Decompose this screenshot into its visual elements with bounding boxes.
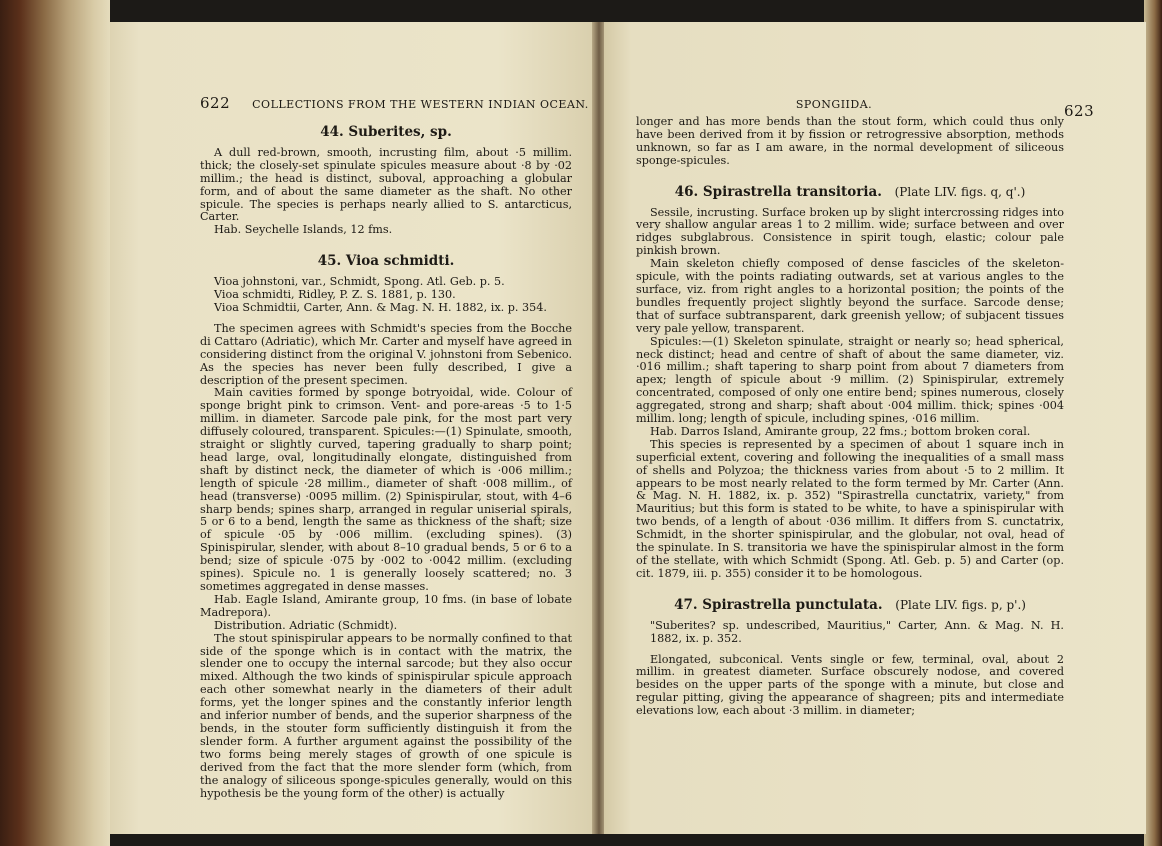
section-45-paragraph-1: The specimen agrees with Schmidt's species from the Bocche di Cattaro (Adriatic), which Mr. Carter and myself have agreed in considering distinct from the original V. johnstoni from Sebenico. As the species has never been fully described, I give a description of the present specimen.: [200, 321, 572, 387]
section-46-heading: [636, 183, 1064, 200]
book-right-edge: [1144, 0, 1162, 846]
section-45-synonym-3: Vioa Schmidtii, Carter, Ann. & Mag. N. H. 1882, ix. p. 354.: [214, 300, 547, 314]
right-text-column: [636, 116, 1064, 718]
section-46-habitat: Hab. Darros Island, Amirante group, 22 fms.; bottom broken coral.: [650, 424, 1031, 438]
section-46-plate-ref: (Plate LIV. figs. q, q'.): [894, 184, 1026, 199]
left-page-number: 622: [200, 94, 231, 112]
left-page: [110, 22, 595, 834]
section-46-paragraph-4: This species is represented by a specimen of about 1 square inch in superficial extent, covering and following the inequalities of a small mass of shells and Polyzoa; the thickness varies from about ·5 to 2 millim. It appears to be most nearly related to the form termed by Mr. Carter (Ann. & Mag. N. H. 1882, ix. p. 352) "Spirastrella cunctatrix, variety," from Mauritius; but this form is stated to be white, to have a spinispirular with two bends, of a length of about ·036 millim. It differs from S. cunctatrix, Schmidt, in the shorter spinispirular, and the globular, not oval, head of the spinulate. In S. transitoria we have the spinispirular almost in the form of the stellate, with which Schmidt (Spong. Atl. Geb. p. 5) and Carter (op. cit. 1879, iii. p. 355) consider it to be homologous.: [636, 437, 1064, 580]
section-47-title: 47. Spirastrella punctulata.: [674, 596, 883, 613]
section-44-title: 44. Suberites, sp.: [320, 124, 452, 140]
section-47-plate-ref: (Plate LIV. figs. p, p'.): [895, 597, 1026, 612]
left-text-column: [200, 126, 572, 800]
section-45-title: 45. Vioa schmidti.: [317, 253, 455, 270]
section-45-synonym-1: Vioa johnstoni, var., Schmidt, Spong. Atl. Geb. p. 5.: [214, 275, 505, 289]
section-45-synonym-2: Vioa schmidti, Ridley, P. Z. S. 1881, p. 130.: [214, 288, 456, 302]
continued-paragraph: longer and has more bends than the stout form, which could thus only have been derived from it by fission or retrogressive absorption, methods unknown, so far as I am aware, in the normal development of siliceous sponge-spicules.: [636, 115, 1064, 167]
section-46-paragraph-2: Main skeleton chiefly composed of dense fascicles of the skeleton-spicule, with the points radiating outwards, set at various angles to the surface, viz. from right angles to a horizontal position; the points of the bundles frequently project slightly beyond the surface. Sarcode dense; that of surface subtransparent, dark greenish yellow; of subjacent tissues very pale yellow, transparent.: [636, 257, 1064, 335]
section-46-paragraph-1: Sessile, incrusting. Surface broken up by slight intercrossing ridges into very shallow angular areas 1 to 2 millim. wide; surface between and over ridges subglabrous. Consistence in spirit tough, elastic; colour pale pinkish brown.: [636, 205, 1064, 258]
section-47-heading: [636, 596, 1064, 613]
left-running-head: COLLECTIONS FROM THE WESTERN INDIAN OCEAN.: [252, 98, 589, 111]
section-47-synonym-1: "Suberites? sp. undescribed, Mauritius," Carter, Ann. & Mag. N. H. 1882, ix. p. 352.: [650, 618, 1064, 645]
right-page-number: 623: [1064, 102, 1095, 120]
section-45-distribution: Distribution. Adriatic (Schmidt).: [214, 618, 398, 632]
section-44-habitat: Hab. Seychelle Islands, 12 fms.: [214, 223, 393, 237]
section-44-description: A dull red-brown, smooth, incrusting film, about ·5 millim. thick; the closely-set spinulate spicules measure about ·8 by ·02 millim.; the head is distinct, suboval, approaching a globular form, and of about the same diameter as the shaft. No other spicule. The species is perhaps nearly allied to S. antarcticus, Carter.: [200, 145, 572, 224]
section-46-title: 46. Spirastrella transitoria.: [674, 183, 882, 200]
section-45-paragraph-2: Main cavities formed by sponge botryoidal, wide. Colour of sponge bright pink to crimson. Vent- and pore-areas ·5 to 1·5 millim. in diameter. Sarcode pale pink, for the most part very diffusely coloured, transparent. Spicules:—(1) Spinulate, smooth, straight or slightly curved, tapering gradually to sharp point; head large, oval, longitudinally elongate, distinguished from shaft by distinct neck, the diameter of which is ·006 millim.; length of spicule ·28 millim., diameter of shaft ·008 millim., of head (transverse) ·0095 millim. (2) Spinispirular, stout, with 4–6 sharp bends; spines sharp, arranged in regular uniserial spirals, 5 or 6 to a bend, length the same as thickness of the shaft; size of spicule ·05 by ·006 millim. (excluding spines). (3) Spinispirular, slender, with about 8–10 gradual bends, 5 or 6 to a bend; size of spicule ·075 by ·002 to ·0042 millim. (excluding spines). Spicule no. 1 is generally loosely scattered; no. 3 sometimes aggregated in dense masses.: [200, 386, 572, 593]
section-46-paragraph-3: Spicules:—(1) Skeleton spinulate, straight or nearly so; head spherical, neck distinct; head and centre of shaft of about the same diameter, viz. ·016 millim.; shaft tapering to sharp point from about 7 diameters from apex; length of spicule about ·9 millim. (2) Spinispirular, extremely concentrated, composed of only one entire bend; spines numerous, closely aggregated, strong and sharp; shaft about ·004 millim. thick; spines ·004 millim. long; length of spicule, including spines, ·016 millim.: [636, 334, 1064, 426]
section-45-paragraph-3: The stout spinispirular appears to be normally confined to that side of the sponge which is in contact with the matrix, the slender one to occupy the internal sarcode; but they also occur mixed. Although the two kinds of spinispirular spicule approach each other somewhat nearly in the diameters of their adult forms, yet the longer spines and the constantly inferior length and inferior number of bends, and the superior sharpness of the bends, in the stouter form sufficiently distinguish it from the slender form. A further argument against the possibility of the two forms being merely stages of growth of one spicule is derived from the fact that the more slender form (which, from the analogy of siliceous sponge-spicules generally, would on this hypothesis be the young form of the other) is actually: [200, 631, 572, 800]
left-page-number-header: [200, 94, 589, 112]
right-page: [604, 22, 1146, 834]
section-47-paragraph-1: Elongated, subconical. Vents single or few, terminal, oval, about 2 millim. in greatest diameter. Surface obscurely nodose, and covered besides on the upper parts of the sponge with a minute, but close and regular pitting, giving the appearance of shagreen; pits and intermediate elevations low, each about ·3 millim. in diameter;: [636, 652, 1064, 718]
section-45-habitat: Hab. Eagle Island, Amirante group, 10 fms. (in base of lobate Madrepora).: [200, 592, 572, 619]
right-running-head: SPONGIIDA.: [795, 98, 873, 111]
book-spine-edge: [0, 0, 110, 846]
